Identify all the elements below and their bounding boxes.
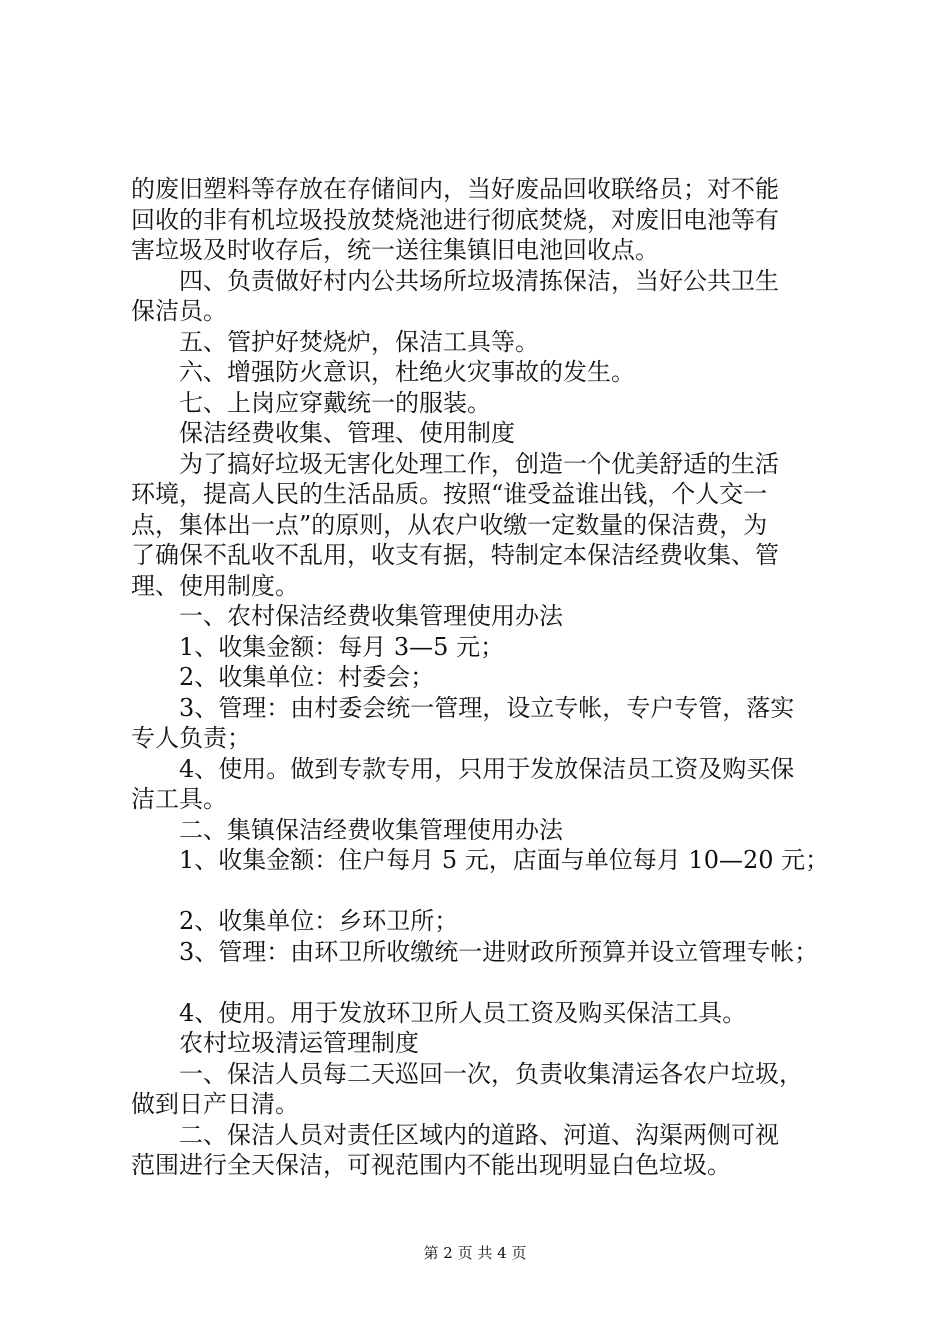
text-line: 七、上岗应穿戴统一的服装。 bbox=[179, 388, 491, 417]
text-line: 回收的非有机垃圾投放焚烧池进行彻底焚烧，对废旧电池等有 bbox=[131, 205, 779, 234]
text-line: 3、管理：由村委会统一管理，设立专帐，专户专管，落实 bbox=[179, 693, 795, 722]
text-line: 范围进行全天保洁，可视范围内不能出现明显白色垃圾。 bbox=[131, 1151, 731, 1179]
text-line: 了确保不乱收不乱用，收支有据，特制定本保洁经费收集、管 bbox=[131, 541, 779, 569]
section-heading: 农村垃圾清运管理制度 bbox=[179, 1029, 419, 1057]
text-line: 环境，提高人民的生活品质。按照“谁受益谁出钱，个人交一 bbox=[131, 480, 768, 508]
text-line: 4、使用。用于发放环卫所人员工资及购买保洁工具。 bbox=[179, 998, 747, 1027]
text-line: 四、负责做好村内公共场所垃圾清拣保洁，当好公共卫生 bbox=[179, 266, 779, 295]
text-line: 点，集体出一点”的原则，从农户收缴一定数量的保洁费，为 bbox=[131, 510, 768, 539]
blank-line bbox=[131, 967, 831, 998]
text-line: 为了搞好垃圾无害化处理工作，创造一个优美舒适的生活 bbox=[179, 449, 779, 478]
text-line: 理、使用制度。 bbox=[131, 571, 299, 600]
text-line: 2、收集单位：乡环卫所； bbox=[179, 907, 459, 935]
text-line: 六、增强防火意识，杜绝火灾事故的发生。 bbox=[179, 358, 635, 386]
blank-line bbox=[131, 876, 831, 907]
text-line: 3、管理：由环卫所收缴统一进财政所预算并设立管理专帐； bbox=[179, 937, 819, 966]
text-line: 保洁员。 bbox=[131, 297, 227, 325]
text-line: 专人负责； bbox=[131, 724, 251, 752]
text-line: 洁工具。 bbox=[131, 785, 227, 813]
page-footer: 第 2 页 共 4 页 bbox=[423, 1244, 527, 1262]
subsection-heading: 二、集镇保洁经费收集管理使用办法 bbox=[179, 815, 563, 844]
text-line: 1、收集金额：每月 3—5 元； bbox=[179, 632, 505, 661]
text-line: 害垃圾及时收存后，统一送往集镇旧电池回收点。 bbox=[131, 236, 659, 264]
text-line: 1、收集金额：住户每月 5 元，店面与单位每月 10—20 元； bbox=[179, 846, 830, 874]
text-line: 一、保洁人员每二天巡回一次，负责收集清运各农户垃圾， bbox=[179, 1059, 803, 1088]
text-line: 二、保洁人员对责任区域内的道路、河道、沟渠两侧可视 bbox=[179, 1120, 779, 1149]
text-line: 做到日产日清。 bbox=[131, 1090, 299, 1118]
text-line: 五、管护好焚烧炉，保洁工具等。 bbox=[179, 327, 539, 356]
section-heading: 保洁经费收集、管理、使用制度 bbox=[179, 419, 515, 447]
text-line: 的废旧塑料等存放在存储间内，当好废品回收联络员；对不能 bbox=[131, 175, 779, 203]
subsection-heading: 一、农村保洁经费收集管理使用办法 bbox=[179, 602, 563, 630]
text-line: 4、使用。做到专款专用，只用于发放保洁员工资及购买保 bbox=[179, 754, 795, 783]
document-body bbox=[131, 174, 831, 1181]
text-line: 2、收集单位：村委会； bbox=[179, 663, 435, 691]
